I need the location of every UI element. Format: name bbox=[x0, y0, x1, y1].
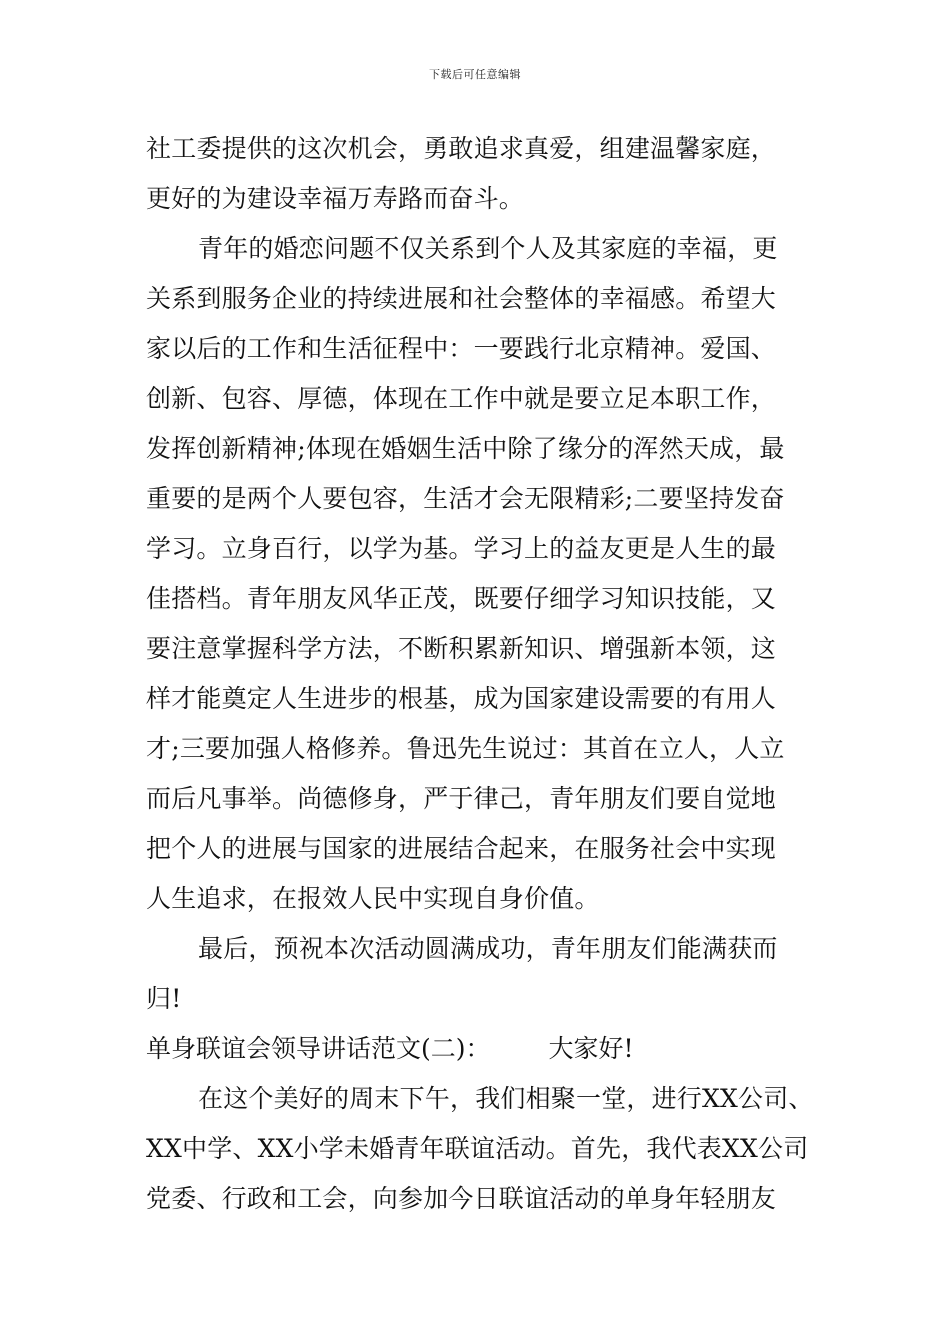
text-line: 关系到服务企业的持续进展和社会整体的幸福感。希望大 bbox=[146, 284, 777, 313]
text-line: 人生追求，在报效人民中实现自身价值。 bbox=[146, 884, 600, 913]
section-title: 单身联谊会领导讲话范文(二)： bbox=[146, 1034, 491, 1063]
section-heading bbox=[146, 1024, 818, 1074]
text-line: 党委、行政和工会，向参加今日联谊活动的单身年轻朋友 bbox=[146, 1184, 777, 1213]
text-line: 归! bbox=[146, 984, 182, 1013]
text-line: 社工委提供的这次机会，勇敢追求真爱，组建温馨家庭， bbox=[146, 134, 777, 163]
greeting-text: 大家好! bbox=[548, 1034, 634, 1063]
text-line: 发挥创新精神;体现在婚姻生活中除了缘分的浑然天成，最 bbox=[146, 434, 785, 463]
text-line: 更好的为建设幸福万寿路而奋斗。 bbox=[146, 184, 525, 213]
paragraph-start-line: 最后，预祝本次活动圆满成功，青年朋友们能满获而 bbox=[198, 934, 778, 963]
paragraph-start-line: 在这个美好的周末下午，我们相聚一堂，进行XX公司、 bbox=[198, 1084, 814, 1113]
text-line: 佳搭档。青年朋友风华正茂，既要仔细学习知识技能，又 bbox=[146, 584, 777, 613]
text-line: 要注意掌握科学方法，不断积累新知识、增强新本领，这 bbox=[146, 634, 777, 663]
text-line: 家以后的工作和生活征程中：一要践行北京精神。爱国、 bbox=[146, 334, 777, 363]
text-line: 重要的是两个人要包容，生活才会无限精彩;二要坚持发奋 bbox=[146, 484, 785, 513]
text-line: 学习。立身百行，以学为基。学习上的益友更是人生的最 bbox=[146, 534, 777, 563]
text-line: 样才能奠定人生进步的根基，成为国家建设需要的有用人 bbox=[146, 684, 777, 713]
text-line: 而后凡事举。尚德修身，严于律己，青年朋友们要自觉地 bbox=[146, 784, 777, 813]
text-line: XX中学、XX小学未婚青年联谊活动。首先，我代表XX公司 bbox=[146, 1134, 809, 1163]
text-line: 创新、包容、厚德，体现在工作中就是要立足本职工作， bbox=[146, 384, 777, 413]
text-line: 把个人的进展与国家的进展结合起来，在服务社会中实现 bbox=[146, 834, 777, 863]
paragraph-start-line: 青年的婚恋问题不仅关系到个人及其家庭的幸福，更 bbox=[198, 234, 778, 263]
text-line: 才;三要加强人格修养。鲁迅先生说过：其首在立人，人立 bbox=[146, 734, 785, 763]
page-header-note: 下载后可任意编辑 bbox=[429, 68, 521, 81]
document-body bbox=[146, 124, 818, 1224]
